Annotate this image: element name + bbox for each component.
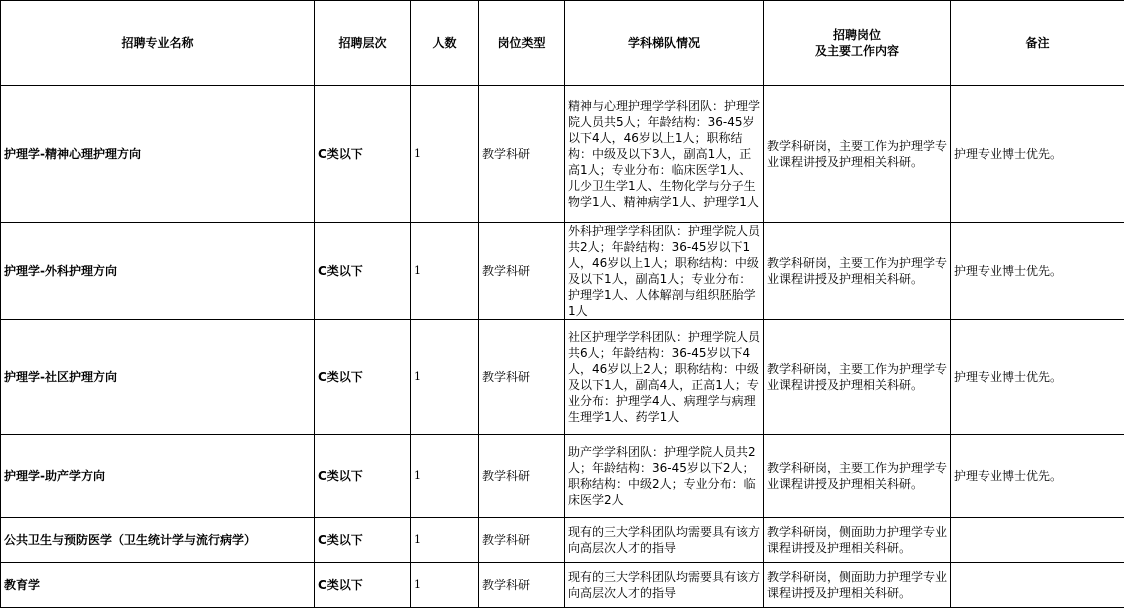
cell-team: 助产学学科团队：护理学院人员共2人；年龄结构：36-45岁以下2人；职称结构：中级2人；专业分布：临床医学2人 (565, 435, 764, 518)
cell-major: 护理学-精神心理护理方向 (1, 86, 315, 223)
cell-major: 护理学-社区护理方向 (1, 320, 315, 435)
cell-level: C类以下 (315, 223, 411, 320)
cell-team: 精神与心理护理学学科团队：护理学院人员共5人；年龄结构：36-45岁以下4人，46岁以上1人；职称结构：中级及以下3人，副高1人，正高1人；专业分布：临床医学1人、儿少卫生学1人、生物化学与分子生物学1人、精神病学1人、护理学1人 (565, 86, 764, 223)
cell-team: 外科护理学学科团队：护理学院人员共2人；年龄结构：36-45岁以下1人，46岁以上1人；职称结构：中级及以下1人，副高1人；专业分布：护理学1人、人体解剖与组织胚胎学1人 (565, 223, 764, 320)
cell-level: C类以下 (315, 563, 411, 608)
cell-count: 1 (411, 320, 479, 435)
header-major: 招聘专业名称 (1, 1, 315, 86)
cell-team: 社区护理学学科团队：护理学院人员共6人；年龄结构：36-45岁以下4人，46岁以上2人；职称结构：中级及以下1人，副高4人，正高1人；专业分布：护理学4人、病理学与病理生理学1人、药学1人 (565, 320, 764, 435)
cell-remark: 护理专业博士优先。 (951, 320, 1124, 435)
cell-type: 教学科研 (479, 563, 565, 608)
cell-position: 教学科研岗，主要工作为护理学专业课程讲授及护理相关科研。 (764, 86, 951, 223)
cell-level: C类以下 (315, 435, 411, 518)
cell-type: 教学科研 (479, 320, 565, 435)
header-team: 学科梯队情况 (565, 1, 764, 86)
header-row (1, 1, 1124, 86)
cell-count: 1 (411, 86, 479, 223)
cell-position: 教学科研岗，侧面助力护理学专业课程讲授及护理相关科研。 (764, 563, 951, 608)
cell-level: C类以下 (315, 518, 411, 563)
cell-remark (951, 563, 1124, 608)
cell-remark (951, 518, 1124, 563)
cell-team: 现有的三大学科团队均需要具有该方向高层次人才的指导 (565, 563, 764, 608)
cell-count: 1 (411, 223, 479, 320)
header-remark: 备注 (951, 1, 1124, 86)
cell-remark: 护理专业博士优先。 (951, 435, 1124, 518)
cell-count: 1 (411, 518, 479, 563)
cell-team: 现有的三大学科团队均需要具有该方向高层次人才的指导 (565, 518, 764, 563)
header-level: 招聘层次 (315, 1, 411, 86)
cell-major: 教育学 (1, 563, 315, 608)
header-position: 招聘岗位 及主要工作内容 (764, 1, 951, 86)
cell-count: 1 (411, 435, 479, 518)
cell-position: 教学科研岗，主要工作为护理学专业课程讲授及护理相关科研。 (764, 223, 951, 320)
table-row (1, 223, 1124, 320)
cell-remark: 护理专业博士优先。 (951, 86, 1124, 223)
cell-remark: 护理专业博士优先。 (951, 223, 1124, 320)
table-row (1, 563, 1124, 608)
cell-type: 教学科研 (479, 435, 565, 518)
header-type: 岗位类型 (479, 1, 565, 86)
table-row (1, 518, 1124, 563)
cell-type: 教学科研 (479, 86, 565, 223)
cell-major: 护理学-外科护理方向 (1, 223, 315, 320)
cell-position: 教学科研岗，主要工作为护理学专业课程讲授及护理相关科研。 (764, 320, 951, 435)
table-row (1, 435, 1124, 518)
cell-level: C类以下 (315, 86, 411, 223)
table-row (1, 86, 1124, 223)
cell-major: 护理学-助产学方向 (1, 435, 315, 518)
cell-count: 1 (411, 563, 479, 608)
header-count: 人数 (411, 1, 479, 86)
cell-type: 教学科研 (479, 518, 565, 563)
cell-position: 教学科研岗，侧面助力护理学专业课程讲授及护理相关科研。 (764, 518, 951, 563)
cell-major: 公共卫生与预防医学（卫生统计学与流行病学） (1, 518, 315, 563)
table-row (1, 320, 1124, 435)
cell-type: 教学科研 (479, 223, 565, 320)
cell-level: C类以下 (315, 320, 411, 435)
cell-position: 教学科研岗，主要工作为护理学专业课程讲授及护理相关科研。 (764, 435, 951, 518)
